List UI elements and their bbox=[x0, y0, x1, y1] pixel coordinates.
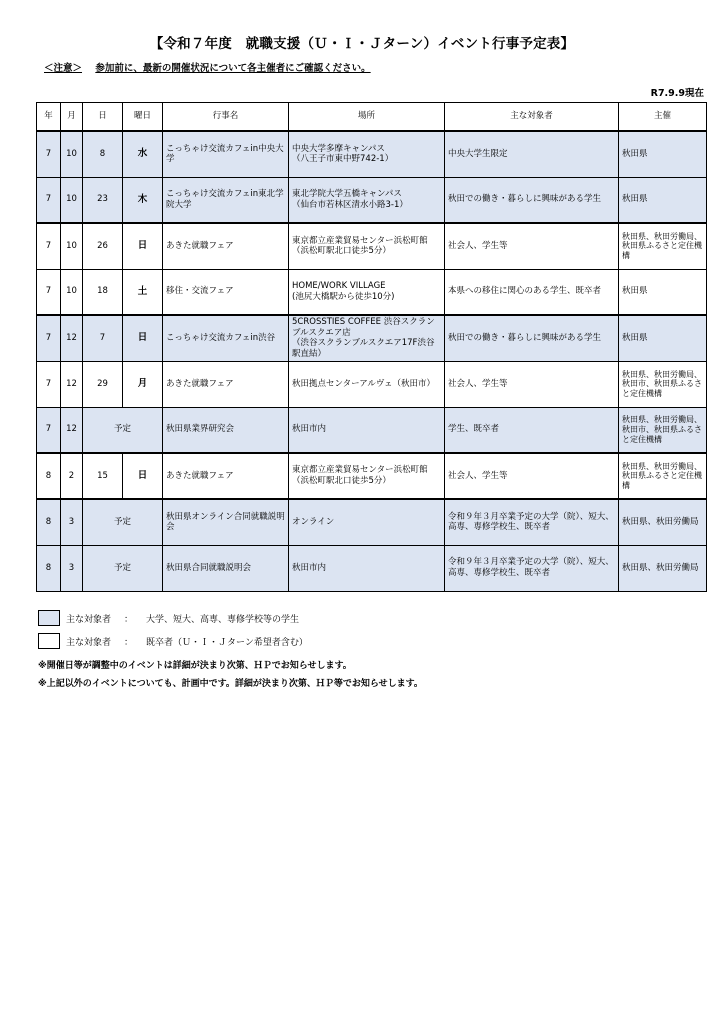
cell-event: こっちゃけ交流カフェin東北学院大学 bbox=[163, 177, 289, 223]
legend-label: 主な対象者 bbox=[66, 614, 112, 625]
table-row bbox=[37, 269, 707, 315]
cell-target: 社会人、学生等 bbox=[445, 453, 619, 499]
cell-organizer: 秋田県 bbox=[619, 177, 707, 223]
table-row bbox=[37, 315, 707, 361]
cell-year: 8 bbox=[37, 545, 61, 591]
table-header-row bbox=[37, 103, 707, 132]
table-row bbox=[37, 177, 707, 223]
cell-venue: HOME/WORK VILLAGE (池尻大橋駅から徒歩10分) bbox=[289, 269, 445, 315]
cell-year: 8 bbox=[37, 499, 61, 545]
legend-item bbox=[38, 610, 299, 626]
table-row bbox=[37, 407, 707, 453]
table-row bbox=[37, 223, 707, 269]
header-weekday: 曜日 bbox=[123, 103, 163, 132]
legend-swatch bbox=[38, 610, 60, 626]
cell-venue: オンライン bbox=[289, 499, 445, 545]
notice-text: 参加前に、最新の開催状況について各主催者にご確認ください。 bbox=[95, 63, 371, 74]
cell-organizer: 秋田県 bbox=[619, 315, 707, 361]
cell-organizer: 秋田県 bbox=[619, 131, 707, 177]
cell-year: 7 bbox=[37, 177, 61, 223]
cell-event: 秋田県オンライン合同就職説明会 bbox=[163, 499, 289, 545]
cell-organizer: 秋田県、秋田労働局、秋田県ふるさと定住機構 bbox=[619, 223, 707, 269]
notice-tag: ＜注意＞ bbox=[44, 63, 83, 74]
cell-year: 7 bbox=[37, 315, 61, 361]
cell-organizer: 秋田県、秋田労働局 bbox=[619, 545, 707, 591]
cell-day: 予定 bbox=[83, 545, 163, 591]
cell-month: 10 bbox=[61, 269, 83, 315]
footnote: ※上記以外のイベントについても、計画中です。詳細が決まり次第、ＨＰ等でお知らせします。 bbox=[38, 679, 423, 689]
cell-target: 秋田での働き・暮らしに興味がある学生 bbox=[445, 315, 619, 361]
cell-organizer: 秋田県、秋田労働局、秋田市、秋田県ふるさと定住機構 bbox=[619, 407, 707, 453]
cell-event: 秋田県合同就職説明会 bbox=[163, 545, 289, 591]
cell-weekday: 日 bbox=[123, 223, 163, 269]
cell-organizer: 秋田県、秋田労働局、秋田市、秋田県ふるさと定住機構 bbox=[619, 361, 707, 407]
cell-weekday: 月 bbox=[123, 361, 163, 407]
cell-event: 移住・交流フェア bbox=[163, 269, 289, 315]
table-body bbox=[37, 131, 707, 591]
cell-event: こっちゃけ交流カフェin中央大学 bbox=[163, 131, 289, 177]
cell-organizer: 秋田県 bbox=[619, 269, 707, 315]
cell-target: 令和９年３月卒業予定の大学（院）、短大、高専、専修学校生、既卒者 bbox=[445, 499, 619, 545]
as-of-date: R7.9.9現在 bbox=[650, 88, 704, 99]
cell-weekday: 土 bbox=[123, 269, 163, 315]
cell-month: 10 bbox=[61, 131, 83, 177]
cell-target: 令和９年３月卒業予定の大学（院）、短大、高専、専修学校生、既卒者 bbox=[445, 545, 619, 591]
cell-venue: 東京都立産業貿易センター浜松町館 （浜松町駅北口徒歩5分） bbox=[289, 223, 445, 269]
header-year: 年 bbox=[37, 103, 61, 132]
footnote: ※開催日等が調整中のイベントは詳細が決まり次第、ＨＰでお知らせします。 bbox=[38, 661, 352, 671]
cell-month: 3 bbox=[61, 545, 83, 591]
cell-weekday: 木 bbox=[123, 177, 163, 223]
cell-day: 予定 bbox=[83, 407, 163, 453]
cell-weekday: 日 bbox=[123, 453, 163, 499]
cell-year: 7 bbox=[37, 131, 61, 177]
cell-year: 8 bbox=[37, 453, 61, 499]
header-venue: 場所 bbox=[289, 103, 445, 132]
cell-event: 秋田県業界研究会 bbox=[163, 407, 289, 453]
cell-venue: 東北学院大学五橋キャンパス （仙台市若林区清水小路3-1） bbox=[289, 177, 445, 223]
legend-swatch bbox=[38, 633, 60, 649]
cell-target: 学生、既卒者 bbox=[445, 407, 619, 453]
cell-weekday: 日 bbox=[123, 315, 163, 361]
notice bbox=[44, 60, 371, 74]
cell-event: あきた就職フェア bbox=[163, 361, 289, 407]
table-row bbox=[37, 545, 707, 591]
table-row bbox=[37, 361, 707, 407]
legend-item bbox=[38, 633, 308, 649]
legend-label: 主な対象者 bbox=[66, 637, 112, 648]
cell-day: 29 bbox=[83, 361, 123, 407]
cell-month: 12 bbox=[61, 361, 83, 407]
cell-day: 予定 bbox=[83, 499, 163, 545]
header-organizer: 主催 bbox=[619, 103, 707, 132]
header-day: 日 bbox=[83, 103, 123, 132]
cell-event: あきた就職フェア bbox=[163, 223, 289, 269]
header-month: 月 bbox=[61, 103, 83, 132]
cell-year: 7 bbox=[37, 223, 61, 269]
cell-year: 7 bbox=[37, 269, 61, 315]
cell-month: 12 bbox=[61, 407, 83, 453]
header-event: 行事名 bbox=[163, 103, 289, 132]
cell-day: 8 bbox=[83, 131, 123, 177]
cell-day: 23 bbox=[83, 177, 123, 223]
cell-target: 社会人、学生等 bbox=[445, 361, 619, 407]
legend-colon: ： bbox=[124, 614, 134, 625]
cell-target: 本県への移住に関心のある学生、既卒者 bbox=[445, 269, 619, 315]
cell-venue: 秋田市内 bbox=[289, 407, 445, 453]
cell-month: 2 bbox=[61, 453, 83, 499]
cell-target: 社会人、学生等 bbox=[445, 223, 619, 269]
cell-year: 7 bbox=[37, 407, 61, 453]
legend-colon: ： bbox=[124, 637, 134, 648]
legend-text: 大学、短大、高専、専修学校等の学生 bbox=[146, 614, 300, 625]
table-row bbox=[37, 131, 707, 177]
cell-venue: 中央大学多摩キャンパス （八王子市東中野742-1） bbox=[289, 131, 445, 177]
cell-weekday: 水 bbox=[123, 131, 163, 177]
cell-month: 3 bbox=[61, 499, 83, 545]
cell-organizer: 秋田県、秋田労働局、秋田県ふるさと定住機構 bbox=[619, 453, 707, 499]
cell-venue: 東京都立産業貿易センター浜松町館 （浜松町駅北口徒歩5分） bbox=[289, 453, 445, 499]
cell-venue: 秋田市内 bbox=[289, 545, 445, 591]
cell-organizer: 秋田県、秋田労働局 bbox=[619, 499, 707, 545]
cell-month: 12 bbox=[61, 315, 83, 361]
legend-text: 既卒者（Ｕ・Ｉ・Ｊターン希望者含む） bbox=[146, 637, 308, 648]
cell-target: 中央大学生限定 bbox=[445, 131, 619, 177]
cell-target: 秋田での働き・暮らしに興味がある学生 bbox=[445, 177, 619, 223]
header-target: 主な対象者 bbox=[445, 103, 619, 132]
cell-day: 18 bbox=[83, 269, 123, 315]
table-row bbox=[37, 499, 707, 545]
table-row bbox=[37, 453, 707, 499]
page-title: 【令和７年度 就職支援（Ｕ・Ｉ・Ｊターン）イベント行事予定表】 bbox=[149, 36, 575, 52]
cell-month: 10 bbox=[61, 223, 83, 269]
cell-day: 7 bbox=[83, 315, 123, 361]
cell-venue: 秋田拠点センターアルヴェ（秋田市） bbox=[289, 361, 445, 407]
cell-day: 15 bbox=[83, 453, 123, 499]
cell-month: 10 bbox=[61, 177, 83, 223]
event-schedule-table bbox=[36, 102, 707, 592]
cell-year: 7 bbox=[37, 361, 61, 407]
cell-event: あきた就職フェア bbox=[163, 453, 289, 499]
cell-event: こっちゃけ交流カフェin渋谷 bbox=[163, 315, 289, 361]
cell-venue: 5CROSSTIES COFFEE 渋谷スクランブルスクエア店 （渋谷スクランブルスクエア17F渋谷駅直結） bbox=[289, 315, 445, 361]
cell-day: 26 bbox=[83, 223, 123, 269]
